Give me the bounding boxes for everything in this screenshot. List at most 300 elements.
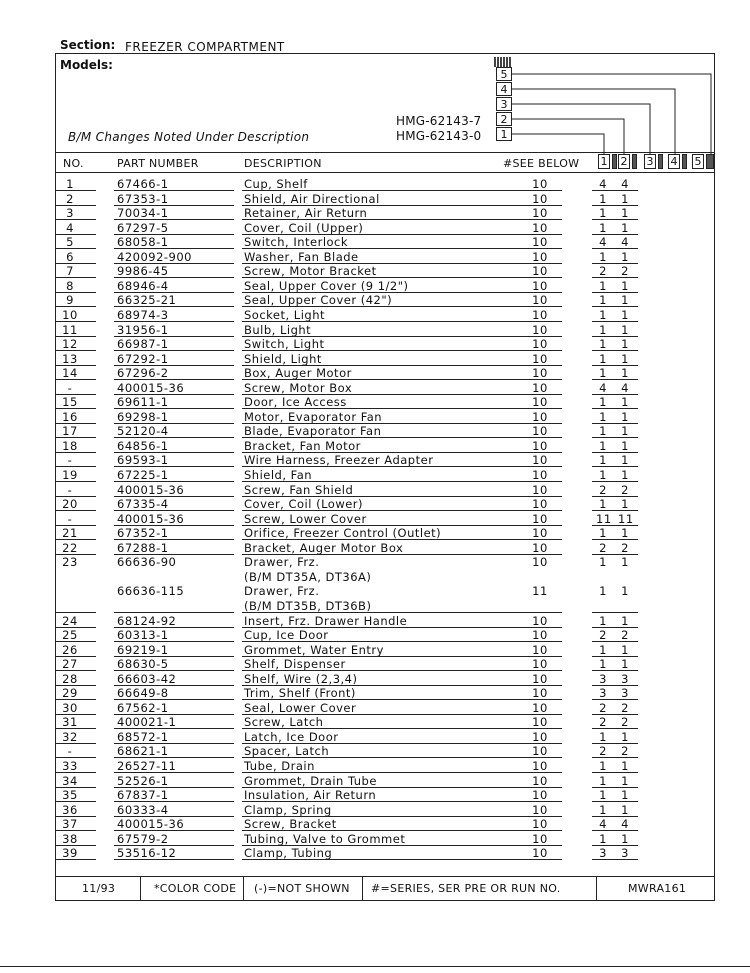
row-part-number: 26527-11 xyxy=(117,759,177,773)
row-part-number: 69298-1 xyxy=(117,409,169,424)
table-row xyxy=(56,701,716,715)
row-see-below: 10 xyxy=(532,351,548,366)
row-see-below: 10 xyxy=(532,846,548,861)
row-see-below: 10 xyxy=(532,177,548,191)
row-see-below: 10 xyxy=(532,759,548,773)
row-number: 39 xyxy=(62,846,78,861)
table-row xyxy=(56,497,716,511)
row-part-number: 400015-36 xyxy=(117,380,185,395)
row-qty-model-1: 1 xyxy=(599,191,607,206)
table-row xyxy=(56,686,716,700)
row-qty-model-2: 1 xyxy=(621,584,629,599)
header-bottom-rule xyxy=(56,172,714,173)
row-part-number: 420092-900 xyxy=(117,249,192,264)
row-qty-model-1: 1 xyxy=(599,307,607,322)
row-qty-model-2: 2 xyxy=(621,482,629,497)
row-see-below: 10 xyxy=(532,307,548,322)
table-row xyxy=(56,570,716,584)
table-row xyxy=(56,206,716,220)
section-label: Section: xyxy=(60,38,116,52)
row-qty-model-1: 1 xyxy=(599,351,607,366)
row-see-below: 10 xyxy=(532,671,548,686)
row-see-below: 10 xyxy=(532,191,548,206)
row-number: 12 xyxy=(62,337,78,352)
row-part-number: 52526-1 xyxy=(117,773,169,788)
row-underline xyxy=(56,859,96,860)
row-qty-model-2: 1 xyxy=(621,773,629,788)
row-see-below: 10 xyxy=(532,278,548,293)
row-part-number: 68621-1 xyxy=(117,744,169,759)
row-part-number: 400015-36 xyxy=(117,482,185,497)
row-qty-model-1: 3 xyxy=(599,846,607,861)
row-see-below: 10 xyxy=(532,409,548,424)
row-description: Motor, Evaporator Fan xyxy=(244,409,383,424)
row-number: 36 xyxy=(62,802,78,817)
header-part-number: PART NUMBER xyxy=(117,157,199,170)
row-qty-model-1: 1 xyxy=(599,278,607,293)
table-row xyxy=(56,512,716,526)
row-see-below: 10 xyxy=(532,642,548,657)
row-qty-model-1: 2 xyxy=(599,715,607,730)
row-qty-model-2: 1 xyxy=(621,220,629,235)
row-see-below: 10 xyxy=(532,613,548,628)
row-see-below: 10 xyxy=(532,395,548,410)
row-qty-model-1: 1 xyxy=(599,497,607,512)
row-qty-model-2: 3 xyxy=(621,846,629,861)
table-row xyxy=(56,235,716,249)
row-qty-model-1: 4 xyxy=(599,177,607,191)
row-number: 24 xyxy=(62,613,78,628)
row-see-below: 10 xyxy=(532,540,548,555)
table-row xyxy=(56,264,716,278)
row-see-below: 10 xyxy=(532,657,548,672)
header-model-col-1: 1 xyxy=(598,154,610,169)
header-model-col-2: 2 xyxy=(618,154,630,169)
row-see-below: 10 xyxy=(532,206,548,221)
footer-not-shown: (-)=NOT SHOWN xyxy=(254,882,350,895)
row-description: Screw, Lower Cover xyxy=(244,511,367,526)
row-number: 17 xyxy=(62,424,78,439)
row-qty-model-1: 1 xyxy=(599,773,607,788)
row-number: 37 xyxy=(62,817,78,832)
row-qty-model-2: 1 xyxy=(621,307,629,322)
row-part-number: 67292-1 xyxy=(117,351,169,366)
row-number: - xyxy=(67,511,73,526)
row-description: Trim, Shelf (Front) xyxy=(244,686,356,701)
table-row xyxy=(56,439,716,453)
row-part-number: 67297-5 xyxy=(117,220,169,235)
row-see-below: 10 xyxy=(532,511,548,526)
row-description: Latch, Ice Door xyxy=(244,729,339,744)
row-number: 19 xyxy=(62,468,78,482)
row-number: 27 xyxy=(62,657,78,672)
row-qty-model-1: 1 xyxy=(599,788,607,803)
row-number: 8 xyxy=(66,278,74,293)
row-part-number: 60313-1 xyxy=(117,628,169,643)
row-qty-model-1: 1 xyxy=(599,249,607,264)
row-description: Seal, Lower Cover xyxy=(244,700,357,715)
row-qty-model-1: 1 xyxy=(599,424,607,439)
row-qty-model-1: 1 xyxy=(599,366,607,381)
row-qty-model-2: 1 xyxy=(621,831,629,846)
row-number: 31 xyxy=(62,715,78,730)
row-description: Screw, Bracket xyxy=(244,817,337,832)
row-number: 15 xyxy=(62,395,78,410)
row-underline xyxy=(114,859,234,860)
row-number: 5 xyxy=(66,235,74,250)
row-see-below: 10 xyxy=(532,468,548,482)
row-qty-model-2: 1 xyxy=(621,657,629,672)
row-number: 22 xyxy=(62,540,78,555)
header-top-rule xyxy=(56,152,714,153)
row-number: 29 xyxy=(62,686,78,701)
row-qty-model-1: 1 xyxy=(599,322,607,337)
row-qty-model-2: 1 xyxy=(621,802,629,817)
row-see-below: 10 xyxy=(532,628,548,643)
row-see-below: 10 xyxy=(532,686,548,701)
table-row xyxy=(56,177,716,191)
row-see-below: 10 xyxy=(532,337,548,352)
footer-top-rule xyxy=(56,876,714,877)
row-part-number: 64856-1 xyxy=(117,438,169,453)
row-part-number: 66987-1 xyxy=(117,337,169,352)
row-qty-model-2: 1 xyxy=(621,409,629,424)
table-row xyxy=(56,788,716,802)
row-part-number: 9986-45 xyxy=(117,264,169,279)
row-qty-model-2: 1 xyxy=(621,613,629,628)
footer-color-code: *COLOR CODE xyxy=(154,882,237,895)
row-qty-model-1: 4 xyxy=(599,380,607,395)
row-qty-model-2: 1 xyxy=(621,351,629,366)
section-title: FREEZER COMPARTMENT xyxy=(125,40,285,54)
row-description: Cup, Shelf xyxy=(244,177,308,191)
row-number: 4 xyxy=(66,220,74,235)
row-part-number: 68572-1 xyxy=(117,729,169,744)
row-description: Retainer, Air Return xyxy=(244,206,368,221)
row-number: 30 xyxy=(62,700,78,715)
footer-date: 11/93 xyxy=(82,882,116,895)
row-qty-model-1: 2 xyxy=(599,700,607,715)
row-description: Blade, Evaporator Fan xyxy=(244,424,382,439)
table-row xyxy=(56,323,716,337)
row-qty-model-1: 2 xyxy=(599,482,607,497)
row-description: Bracket, Auger Motor Box xyxy=(244,540,404,555)
row-number: 23 xyxy=(62,555,78,570)
table-row xyxy=(56,468,716,482)
header-model-col-4: 4 xyxy=(668,154,680,169)
row-description: Shelf, Wire (2,3,4) xyxy=(244,671,358,686)
row-description: (B/M DT35B, DT36B) xyxy=(244,598,372,613)
table-row xyxy=(56,250,716,264)
row-part-number: 31956-1 xyxy=(117,322,169,337)
row-description: Shield, Light xyxy=(244,351,322,366)
table-row xyxy=(56,352,716,366)
header-col-divider xyxy=(612,154,617,169)
table-row xyxy=(56,192,716,206)
row-description: Drawer, Frz. xyxy=(244,555,320,570)
row-see-below: 10 xyxy=(532,366,548,381)
table-row xyxy=(56,730,716,744)
table-row xyxy=(56,614,716,628)
table-row xyxy=(56,410,716,424)
row-description: Grommet, Drain Tube xyxy=(244,773,377,788)
table-row xyxy=(56,774,716,788)
row-part-number: 67837-1 xyxy=(117,788,169,803)
row-qty-model-2: 1 xyxy=(621,293,629,308)
table-row xyxy=(56,366,716,380)
row-part-number: 400015-36 xyxy=(117,511,185,526)
row-qty-model-1: 1 xyxy=(599,657,607,672)
row-description: Spacer, Latch xyxy=(244,744,330,759)
model-number-2: HMG-62143-7 xyxy=(396,114,482,128)
row-qty-model-2: 2 xyxy=(621,715,629,730)
row-part-number: 69593-1 xyxy=(117,453,169,468)
footer-divider xyxy=(243,877,244,901)
row-see-below: 10 xyxy=(532,453,548,468)
row-number: 25 xyxy=(62,628,78,643)
model-box-1: 1 xyxy=(496,127,512,141)
header-col-divider xyxy=(632,154,637,169)
row-number: - xyxy=(67,482,73,497)
row-part-number: 67225-1 xyxy=(117,468,169,482)
table-row xyxy=(56,832,716,846)
row-description: (B/M DT35A, DT36A) xyxy=(244,569,372,584)
row-number: 28 xyxy=(62,671,78,686)
header-col-divider xyxy=(658,154,663,169)
row-qty-model-1: 1 xyxy=(599,729,607,744)
row-part-number: 66325-21 xyxy=(117,293,177,308)
row-qty-model-1: 1 xyxy=(599,395,607,410)
row-part-number: 69219-1 xyxy=(117,642,169,657)
row-qty-model-2: 1 xyxy=(621,366,629,381)
row-description: Shelf, Dispenser xyxy=(244,657,346,672)
row-number: 9 xyxy=(66,293,74,308)
row-see-below: 10 xyxy=(532,831,548,846)
row-qty-model-2: 2 xyxy=(621,744,629,759)
row-see-below: 10 xyxy=(532,424,548,439)
row-qty-model-2: 1 xyxy=(621,395,629,410)
model-box-pattern xyxy=(494,57,512,67)
row-qty-model-2: 1 xyxy=(621,206,629,221)
row-number: 35 xyxy=(62,788,78,803)
row-part-number: 68630-5 xyxy=(117,657,169,672)
row-qty-model-1: 2 xyxy=(599,264,607,279)
table-row xyxy=(56,817,716,831)
row-number: - xyxy=(67,453,73,468)
row-qty-model-2: 1 xyxy=(621,453,629,468)
row-qty-model-2: 2 xyxy=(621,700,629,715)
row-qty-model-2: 11 xyxy=(618,511,634,526)
row-part-number: 67296-2 xyxy=(117,366,169,381)
row-qty-model-1: 3 xyxy=(599,686,607,701)
row-description: Seal, Upper Cover (42") xyxy=(244,293,393,308)
row-part-number: 67562-1 xyxy=(117,700,169,715)
header-no: NO. xyxy=(63,157,84,170)
row-qty-model-1: 1 xyxy=(599,293,607,308)
row-description: Cup, Ice Door xyxy=(244,628,329,643)
table-row xyxy=(56,424,716,438)
row-see-below: 11 xyxy=(532,584,548,599)
row-qty-model-1: 3 xyxy=(599,671,607,686)
row-description: Clamp, Spring xyxy=(244,802,332,817)
row-number: 13 xyxy=(62,351,78,366)
bm-changes-note: B/M Changes Noted Under Description xyxy=(68,130,310,144)
row-qty-model-1: 1 xyxy=(599,337,607,352)
row-qty-model-1: 1 xyxy=(599,555,607,570)
row-number: 11 xyxy=(62,322,78,337)
row-part-number: 68124-92 xyxy=(117,613,177,628)
row-qty-model-2: 2 xyxy=(621,264,629,279)
row-qty-model-2: 1 xyxy=(621,759,629,773)
row-description: Tubing, Valve to Grommet xyxy=(244,831,406,846)
model-box-4: 4 xyxy=(496,82,512,96)
row-qty-model-1: 2 xyxy=(599,540,607,555)
row-qty-model-1: 1 xyxy=(599,220,607,235)
row-number: 32 xyxy=(62,729,78,744)
row-description: Grommet, Water Entry xyxy=(244,642,384,657)
row-number: 6 xyxy=(66,249,74,264)
header-col-divider xyxy=(706,154,714,169)
row-part-number: 66636-90 xyxy=(117,555,177,570)
row-qty-model-2: 4 xyxy=(621,817,629,832)
footer-divider xyxy=(140,877,141,901)
row-qty-model-1: 4 xyxy=(599,817,607,832)
row-part-number: 68058-1 xyxy=(117,235,169,250)
row-part-number: 66636-115 xyxy=(117,584,185,599)
row-qty-model-1: 1 xyxy=(599,802,607,817)
footer-divider xyxy=(596,877,597,901)
row-number: 14 xyxy=(62,366,78,381)
table-row xyxy=(56,584,716,598)
row-number: 34 xyxy=(62,773,78,788)
table-row xyxy=(56,221,716,235)
model-box-2: 2 xyxy=(496,112,512,126)
row-description: Screw, Fan Shield xyxy=(244,482,354,497)
row-see-below: 10 xyxy=(532,555,548,570)
row-description: Drawer, Frz. xyxy=(244,584,320,599)
row-number: 33 xyxy=(62,759,78,773)
row-qty-model-1: 2 xyxy=(599,744,607,759)
row-qty-model-2: 1 xyxy=(621,438,629,453)
row-qty-model-1: 4 xyxy=(599,235,607,250)
row-description: Bulb, Light xyxy=(244,322,312,337)
row-underline xyxy=(242,859,532,860)
row-qty-model-2: 1 xyxy=(621,642,629,657)
row-see-below: 10 xyxy=(532,249,548,264)
row-qty-model-2: 2 xyxy=(621,540,629,555)
row-underline xyxy=(522,859,562,860)
table-row xyxy=(56,395,716,409)
row-number: 16 xyxy=(62,409,78,424)
row-qty-model-2: 4 xyxy=(621,380,629,395)
row-qty-model-1: 1 xyxy=(599,759,607,773)
row-description: Shield, Fan xyxy=(244,468,313,482)
model-number-1: HMG-62143-0 xyxy=(396,129,482,143)
row-see-below: 10 xyxy=(532,700,548,715)
row-description: Cover, Coil (Lower) xyxy=(244,497,364,512)
row-description: Seal, Upper Cover (9 1/2") xyxy=(244,278,409,293)
row-see-below: 10 xyxy=(532,817,548,832)
row-qty-model-1: 1 xyxy=(599,642,607,657)
row-see-below: 10 xyxy=(532,526,548,541)
page-bottom-rule xyxy=(0,966,750,967)
row-qty-model-2: 4 xyxy=(621,177,629,191)
row-description: Switch, Light xyxy=(244,337,325,352)
row-qty-model-2: 3 xyxy=(621,671,629,686)
table-row xyxy=(56,715,716,729)
table-row xyxy=(56,541,716,555)
table-row xyxy=(56,846,716,860)
row-description: Insulation, Air Return xyxy=(244,788,377,803)
model-leader-lines xyxy=(510,70,715,156)
row-qty-model-1: 2 xyxy=(599,628,607,643)
row-part-number: 67288-1 xyxy=(117,540,169,555)
row-qty-model-1: 1 xyxy=(599,584,607,599)
row-number: 3 xyxy=(66,206,74,221)
row-description: Shield, Air Directional xyxy=(244,191,380,206)
row-qty-model-2: 1 xyxy=(621,468,629,482)
row-see-below: 10 xyxy=(532,715,548,730)
row-qty-model-2: 1 xyxy=(621,322,629,337)
row-number: 10 xyxy=(62,307,78,322)
footer-doc-id: MWRA161 xyxy=(628,882,687,895)
row-qty-model-1: 1 xyxy=(599,526,607,541)
row-description: Orifice, Freezer Control (Outlet) xyxy=(244,526,442,541)
header-model-col-5: 5 xyxy=(692,154,704,169)
row-see-below: 10 xyxy=(532,235,548,250)
row-qty-model-2: 1 xyxy=(621,424,629,439)
table-row xyxy=(56,337,716,351)
footer-divider xyxy=(362,877,363,901)
header-description: DESCRIPTION xyxy=(244,157,322,170)
row-number: 21 xyxy=(62,526,78,541)
row-part-number: 67335-4 xyxy=(117,497,169,512)
row-see-below: 10 xyxy=(532,802,548,817)
row-part-number: 70034-1 xyxy=(117,206,169,221)
models-label: Models: xyxy=(60,58,113,72)
row-qty-model-1: 1 xyxy=(599,831,607,846)
table-row xyxy=(56,293,716,307)
row-qty-model-2: 1 xyxy=(621,555,629,570)
row-qty-model-1: 11 xyxy=(596,511,612,526)
row-part-number: 67579-2 xyxy=(117,831,169,846)
row-number: 2 xyxy=(66,191,74,206)
row-description: Insert, Frz. Drawer Handle xyxy=(244,613,408,628)
model-box-5: 5 xyxy=(496,67,512,81)
row-part-number: 53516-12 xyxy=(117,846,177,861)
row-description: Bracket, Fan Motor xyxy=(244,438,361,453)
table-row xyxy=(56,453,716,467)
row-part-number: 400015-36 xyxy=(117,817,185,832)
row-number: 20 xyxy=(62,497,78,512)
row-see-below: 10 xyxy=(532,322,548,337)
row-qty-model-2: 2 xyxy=(621,628,629,643)
table-row xyxy=(56,657,716,671)
row-see-below: 10 xyxy=(532,744,548,759)
row-see-below: 10 xyxy=(532,220,548,235)
row-qty-model-1: 1 xyxy=(599,438,607,453)
row-see-below: 10 xyxy=(532,438,548,453)
row-qty-model-2: 1 xyxy=(621,191,629,206)
row-description: Clamp, Tubing xyxy=(244,846,333,861)
row-number: 7 xyxy=(66,264,74,279)
row-description: Cover, Coil (Upper) xyxy=(244,220,364,235)
row-part-number: 52120-4 xyxy=(117,424,169,439)
footer-series-note: #=SERIES, SER PRE OR RUN NO. xyxy=(371,882,561,895)
row-description: Screw, Motor Bracket xyxy=(244,264,377,279)
row-part-number: 400021-1 xyxy=(117,715,177,730)
row-description: Switch, Interlock xyxy=(244,235,349,250)
